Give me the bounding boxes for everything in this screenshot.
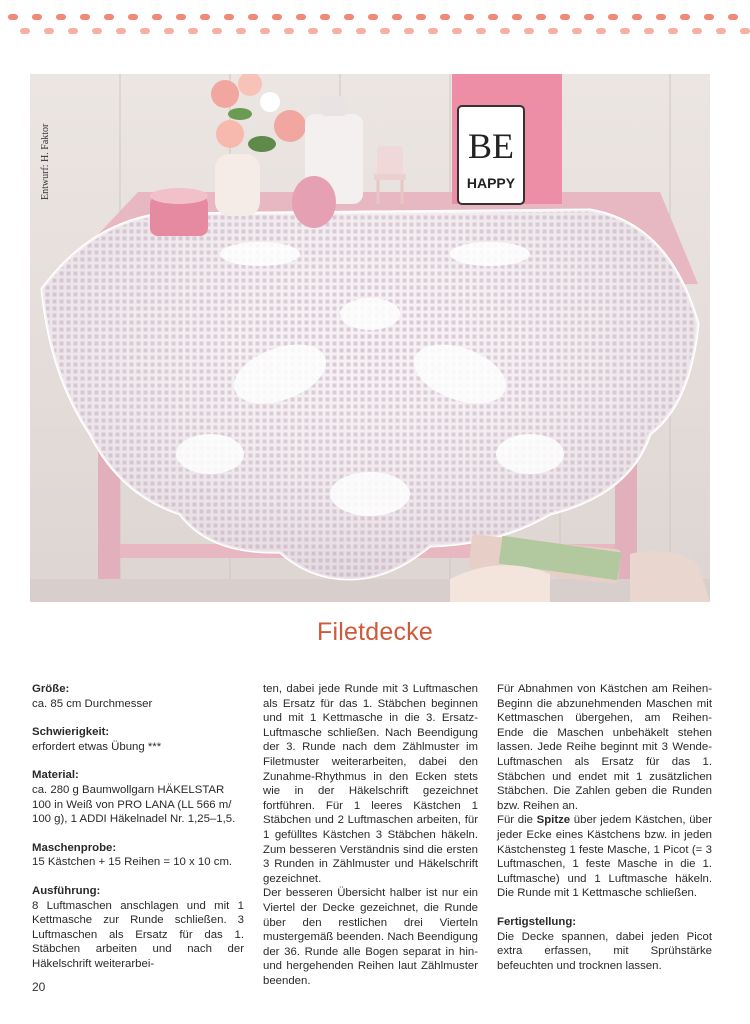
border-dot xyxy=(632,14,642,20)
border-dot xyxy=(512,14,522,20)
border-dot xyxy=(692,28,702,34)
decrease-text: Für Abnahmen von Kästchen am Reihen-Beginn die abzunehmenden Maschen mit Kettmaschen übergehen, am Reihen-Ende die Maschen unbehäkelt stehen lassen. Jede Reihe beginnt mit 3 Wende-Luftmaschen als Ersatz für das 1. Stäbchen und endet mit 1 zusätzlichen Stäbchen. Die Zahlen geben die Runden bzw. Reihen an. xyxy=(497,683,712,812)
border-dot xyxy=(620,28,630,34)
border-dot xyxy=(284,28,294,34)
page-title: Filetdecke xyxy=(317,618,433,646)
border-dot xyxy=(80,14,90,20)
border-dot xyxy=(56,14,66,20)
border-dot xyxy=(344,14,354,20)
border-dot xyxy=(716,28,726,34)
border-dot xyxy=(116,28,126,34)
border-dot xyxy=(680,14,690,20)
border-dot xyxy=(596,28,606,34)
border-dot xyxy=(212,28,222,34)
spitze-paragraph xyxy=(497,813,712,901)
border-dot xyxy=(428,28,438,34)
border-dot xyxy=(704,14,714,20)
schwierigkeit-heading: Schwierigkeit: xyxy=(32,726,110,739)
column-2 xyxy=(263,682,478,988)
maschenprobe-text: 15 Kästchen + 15 Reihen = 10 x 10 cm. xyxy=(32,856,233,869)
border-dot xyxy=(296,14,306,20)
border-dot xyxy=(44,28,54,34)
ausfuehrung-text: 8 Luftmaschen anschlagen und mit 1 Kettmasche zur Runde schließen. 3 Luftmaschen als Ersatz für das 1. Stäbchen arbeiten und nach der Häkelschrift weiterarbei- xyxy=(32,899,244,970)
border-dot xyxy=(236,28,246,34)
border-dot xyxy=(452,28,462,34)
border-dot xyxy=(332,28,342,34)
border-dot xyxy=(476,28,486,34)
border-dot xyxy=(644,28,654,34)
border-dot xyxy=(176,14,186,20)
border-dot xyxy=(188,28,198,34)
border-dot xyxy=(104,14,114,20)
border-dot xyxy=(32,14,42,20)
ausfuehrung-heading: Ausführung: xyxy=(32,884,101,897)
border-dot xyxy=(200,14,210,20)
border-dot xyxy=(536,14,546,20)
border-dot xyxy=(20,28,30,34)
border-dot xyxy=(584,14,594,20)
fertigstellung-heading: Fertigstellung: xyxy=(497,915,577,928)
sign-happy: HAPPY xyxy=(466,175,516,191)
groesse-heading: Größe: xyxy=(32,683,70,695)
border-dot xyxy=(368,14,378,20)
border-dot xyxy=(140,28,150,34)
spitze-bold: Spitze xyxy=(536,814,571,827)
border-dot xyxy=(524,28,534,34)
border-dot xyxy=(416,14,426,20)
border-dot xyxy=(740,28,750,34)
border-dot xyxy=(128,14,138,20)
spitze-post: über jedem Kästchen, über jeder Ecke eines Kästchens bzw. in jeden Kästchensteg 1 feste Masche, 1 Picot (= 3 Luftmaschen, 1 feste Masche in die 1. Luftmasche) und 1 Luftmasche häkeln. Die Runde mit 1 Kettmasche schließen. xyxy=(497,814,713,900)
border-dot xyxy=(560,14,570,20)
border-dot xyxy=(260,28,270,34)
border-dot xyxy=(728,14,738,20)
fertigstellung-text: Die Decke spannen, dabei jeden Picot extra erfassen, mit Sprühstärke befeuchten und trocknen lassen. xyxy=(497,930,712,972)
border-dot xyxy=(440,14,450,20)
column-1 xyxy=(32,682,244,972)
border-dot xyxy=(548,28,558,34)
border-dot xyxy=(272,14,282,20)
page-number: 20 xyxy=(32,980,46,994)
border-dot xyxy=(8,14,18,20)
border-dot xyxy=(68,28,78,34)
instructions-text-1: ten, dabei jede Runde mit 3 Luftmaschen als Ersatz für das 1. Stäbchen beginnen und mit 1 Kettmasche in die 3. Ersatz-Luftmasche schließen. Nach Beendigung der 3. Runde nach dem Zählmuster im Filetmuster weiterarbeiten, dabei den Zunahme-Rhythmus in den Ecken stets wie in der Häkelschrift gezeichnet fortführen. Für 1 leeres Kästchen 1 Stäbchen und 2 Luftmaschen arbeiten, für 1 gefülltes Kästchen 3 Stäbchen häkeln. Zum besseren Verständnis sind die ersten 3 Runden in Zählmuster und Häkelschrift gezeichnet. xyxy=(263,683,478,885)
sign-be: BE xyxy=(467,126,515,166)
material-text: ca. 280 g Baumwollgarn HÄKELSTAR 100 in Weiß von PRO LANA (LL 566 m/ 100 g), 1 ADDI Häkelnadel Nr. 1,25–1,5. xyxy=(32,783,236,826)
schwierigkeit-text: erfordert etwas Übung *** xyxy=(32,740,162,753)
border-dot xyxy=(92,28,102,34)
border-dot xyxy=(308,28,318,34)
border-dot xyxy=(164,28,174,34)
border-dot xyxy=(572,28,582,34)
border-dot xyxy=(500,28,510,34)
column-3 xyxy=(497,682,712,973)
border-dot xyxy=(356,28,366,34)
border-dot xyxy=(320,14,330,20)
instructions-text-2: Der besseren Übersicht halber ist nur ein Viertel der Decke gezeichnet, die Runde über den restlichen drei Vierteln mustergemäß beenden. Nach Beendigung der 36. Runde alle Bogen separat in hin- und hergehenden Reihen laut Zählmuster beenden. xyxy=(263,887,478,987)
border-dot xyxy=(392,14,402,20)
border-dot xyxy=(248,14,258,20)
spitze-pre: Für die xyxy=(497,814,537,827)
dotted-border xyxy=(0,10,750,40)
border-dot xyxy=(488,14,498,20)
border-dot xyxy=(608,14,618,20)
doily-photo xyxy=(30,74,710,602)
border-dot xyxy=(656,14,666,20)
border-dot xyxy=(380,28,390,34)
groesse-text: ca. 85 cm Durchmesser xyxy=(32,697,153,710)
border-dot xyxy=(224,14,234,20)
border-dot xyxy=(464,14,474,20)
border-dot xyxy=(668,28,678,34)
border-dot xyxy=(152,14,162,20)
border-dot xyxy=(404,28,414,34)
doily-illustration xyxy=(30,74,710,602)
material-heading: Material: xyxy=(32,769,79,782)
maschenprobe-heading: Maschenprobe: xyxy=(32,841,117,854)
